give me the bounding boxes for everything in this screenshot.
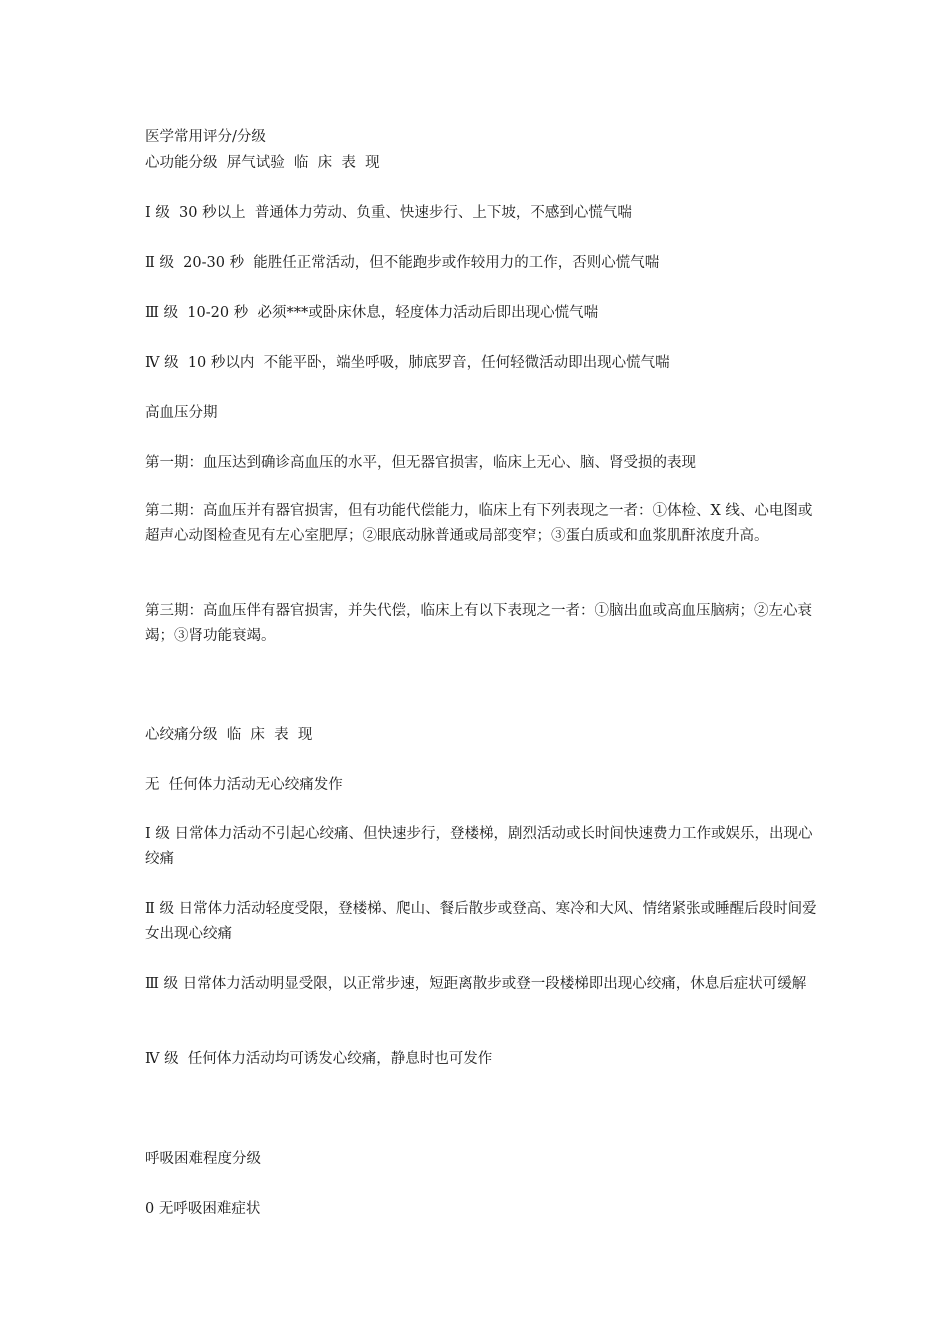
cardiac-row-2: Ⅱ 级 20-30 秒 能胜任正常活动，但不能跑步或作较用力的工作，否则心慌气喘 <box>145 255 660 271</box>
dyspnea-header: 呼吸困难程度分级 <box>145 1151 261 1167</box>
angina-table-header: 心绞痛分级 临 床 表 现 <box>145 727 313 743</box>
angina-row-1: Ⅰ 级 日常体力活动不引起心绞痛、但快速步行，登楼梯，剧烈活动或长时间快速费力工作或娱乐，出现心绞痛 <box>145 826 813 867</box>
angina-row-2: Ⅱ 级 日常体力活动轻度受限，登楼梯、爬山、餐后散步或登高、寒冷和大风、情绪紧张或睡醒后段时间爱女出现心绞痛 <box>145 901 817 942</box>
doc-title: 医学常用评分/分级 <box>145 129 266 145</box>
cardiac-row-1: Ⅰ 级 30 秒以上 普通体力劳动、负重、快速步行、上下坡，不感到心慌气喘 <box>145 205 632 221</box>
hypertension-stage-1: 第一期：血压达到确诊高血压的水平，但无器官损害，临床上无心、脑、肾受损的表现 <box>145 455 696 471</box>
cardiac-row-4: Ⅳ 级 10 秒以内 不能平卧，端坐呼吸，肺底罗音，任何轻微活动即出现心慌气喘 <box>145 355 670 371</box>
hypertension-header: 高血压分期 <box>145 405 218 421</box>
hypertension-stage-3: 第三期：高血压伴有器官损害，并失代偿，临床上有以下表现之一者：①脑出血或高血压脑病；②左心衰竭；③肾功能衰竭。 <box>145 603 812 644</box>
angina-row-3: Ⅲ 级 日常体力活动明显受限，以正常步速，短距离散步或登一段楼梯即出现心绞痛，休息后症状可缓解 <box>145 976 807 992</box>
hypertension-stage-2: 第二期：高血压并有器官损害，但有功能代偿能力，临床上有下列表现之一者：①体检、X 线、心电图或超声心动图检查见有左心室肥厚；②眼底动脉普通或局部变窄；③蛋白质或和血浆肌酐浓度升高。 <box>145 503 813 544</box>
cardiac-row-3: Ⅲ 级 10-20 秒 必须***或卧床休息，轻度体力活动后即出现心慌气喘 <box>145 305 599 321</box>
angina-row-none: 无 任何体力活动无心绞痛发作 <box>145 777 343 793</box>
dyspnea-row-0: 0 无呼吸困难症状 <box>145 1201 261 1217</box>
cardiac-table-header: 心功能分级 屏气试验 临 床 表 现 <box>145 155 380 171</box>
angina-row-4: Ⅳ 级 任何体力活动均可诱发心绞痛，静息时也可发作 <box>145 1051 493 1067</box>
